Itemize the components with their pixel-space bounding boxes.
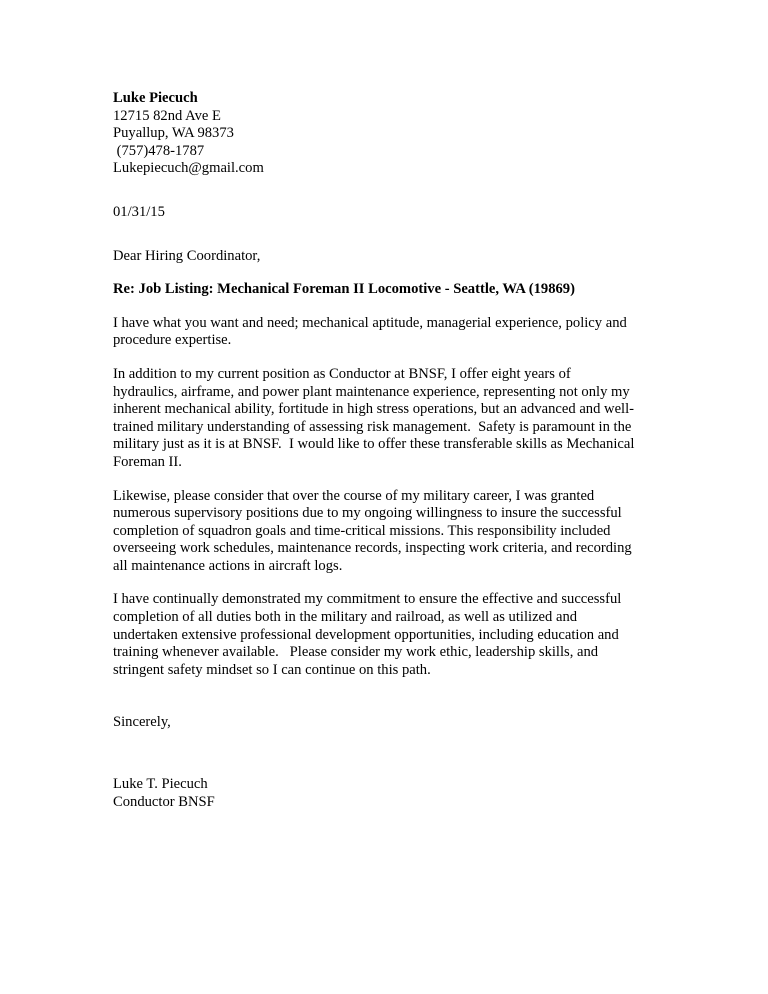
paragraph-line: trained military understanding of assessing risk management. Safety is paramount in the bbox=[113, 418, 632, 435]
paragraph-line: completion of squadron goals and time-critical missions. This responsibility included bbox=[113, 522, 611, 539]
sender-block bbox=[113, 90, 658, 178]
paragraph-line: completion of all duties both in the military and railroad, as well as utilized and bbox=[113, 609, 578, 626]
paragraph-1 bbox=[113, 315, 658, 350]
paragraph-line: procedure expertise. bbox=[113, 332, 232, 349]
signature-name: Luke T. Piecuch bbox=[113, 776, 208, 793]
salutation: Dear Hiring Coordinator, bbox=[113, 247, 261, 264]
sender-city: Puyallup, WA 98373 bbox=[113, 125, 234, 142]
paragraph-line: overseeing work schedules, maintenance records, inspecting work criteria, and recording bbox=[113, 540, 632, 557]
paragraph-line: inherent mechanical ability, fortitude in high stress operations, but an advanced and well- bbox=[113, 401, 635, 418]
paragraph-4 bbox=[113, 591, 658, 679]
paragraph-2 bbox=[113, 366, 658, 472]
paragraph-line: numerous supervisory positions due to my ongoing willingness to insure the successful bbox=[113, 505, 622, 522]
sender-phone: (757)478-1787 bbox=[113, 142, 205, 159]
paragraph-line: training whenever available. Please consider my work ethic, leadership skills, and bbox=[113, 644, 599, 661]
signature-block bbox=[113, 776, 658, 811]
paragraph-line: military just as it is at BNSF. I would like to offer these transferable skills as Mechanical bbox=[113, 436, 635, 453]
paragraph-line: In addition to my current position as Conductor at BNSF, I offer eight years of bbox=[113, 365, 571, 382]
subject-line: Re: Job Listing: Mechanical Foreman II Locomotive - Seattle, WA (19869) bbox=[113, 281, 575, 298]
closing-block bbox=[113, 714, 658, 732]
paragraph-line: all maintenance actions in aircraft logs. bbox=[113, 557, 343, 574]
paragraph-line: undertaken extensive professional development opportunities, including education and bbox=[113, 626, 619, 643]
paragraph-line: Foreman II. bbox=[113, 453, 182, 470]
salutation-block bbox=[113, 248, 658, 266]
sender-name: Luke Piecuch bbox=[113, 90, 198, 106]
paragraph-line: Likewise, please consider that over the course of my military career, I was granted bbox=[113, 487, 595, 504]
date-block bbox=[113, 204, 658, 222]
paragraph-3 bbox=[113, 488, 658, 576]
sender-email: Lukepiecuch@gmail.com bbox=[113, 160, 264, 177]
letter-date: 01/31/15 bbox=[113, 203, 165, 220]
sender-street: 12715 82nd Ave E bbox=[113, 107, 221, 124]
paragraph-line: I have continually demonstrated my commitment to ensure the effective and successful bbox=[113, 591, 622, 608]
subject-block bbox=[113, 281, 658, 299]
paragraph-line: stringent safety mindset so I can continue on this path. bbox=[113, 661, 431, 678]
paragraph-line: I have what you want and need; mechanical aptitude, managerial experience, policy and bbox=[113, 314, 627, 331]
letter-page bbox=[113, 90, 658, 811]
paragraph-line: hydraulics, airframe, and power plant maintenance experience, representing not only my bbox=[113, 383, 630, 400]
closing: Sincerely, bbox=[113, 714, 171, 731]
signature-title: Conductor BNSF bbox=[113, 793, 215, 810]
